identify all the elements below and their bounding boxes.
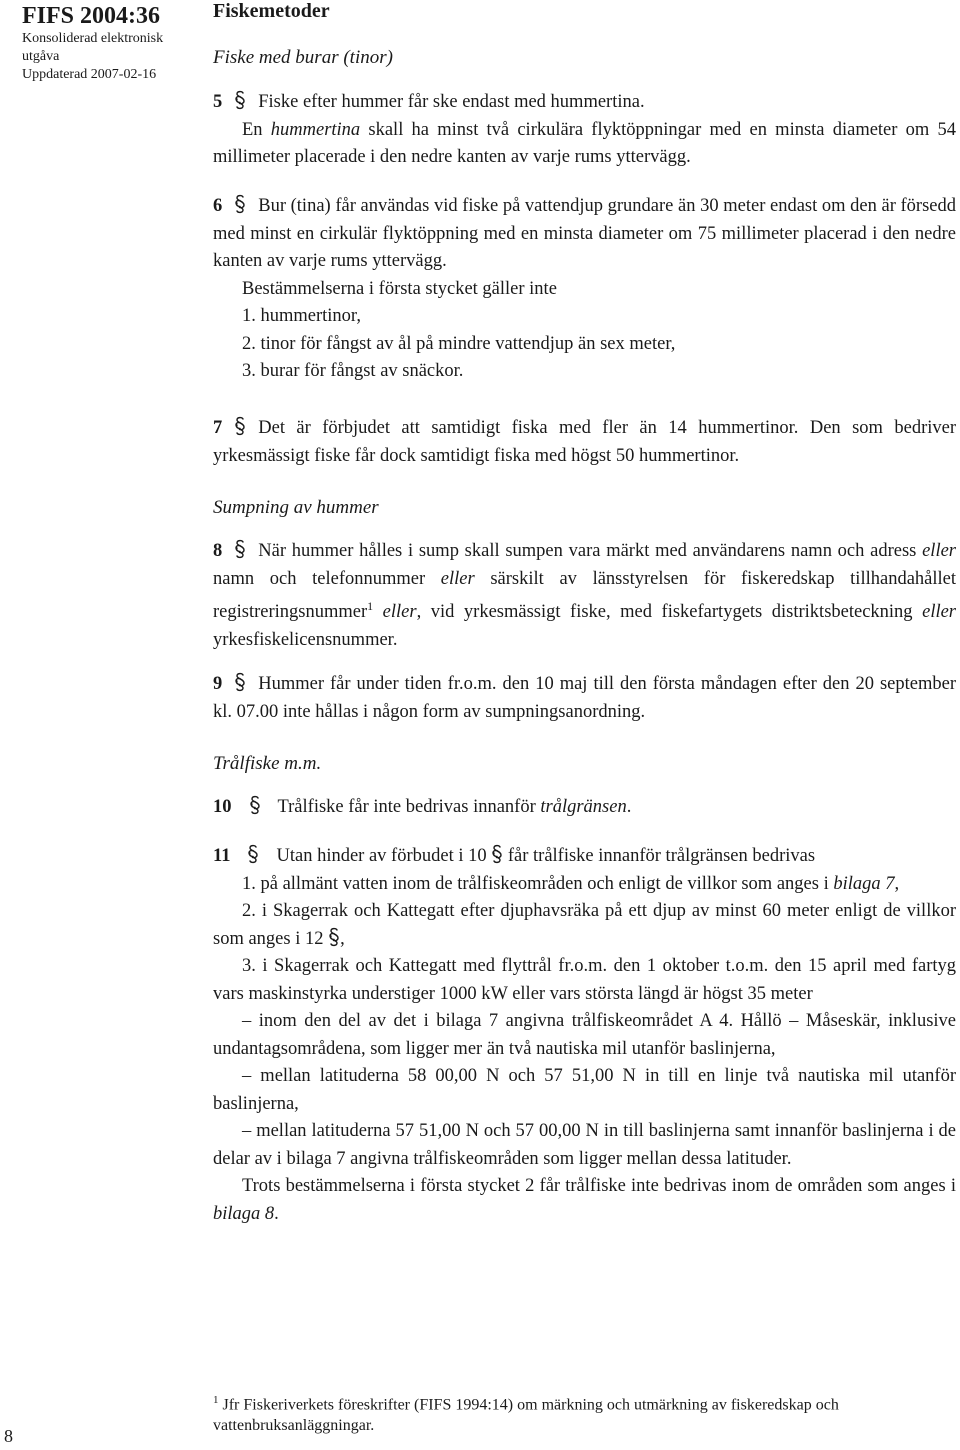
list-item: 1. hummertinor,	[242, 306, 361, 326]
section-sign-icon	[491, 844, 503, 864]
subheading-tralfiske: Trålfiske m.m.	[213, 753, 322, 774]
section-sign-icon	[234, 672, 246, 692]
edition-line: Konsoliderad elektronisk	[22, 31, 164, 46]
paragraph-text: får trålfiske innanför trålgränsen bedrivas	[503, 846, 816, 866]
paragraph-number: 7	[213, 418, 223, 438]
closing-text	[213, 1173, 956, 1228]
annex-reference: bilaga 8	[213, 1203, 275, 1224]
emphasis-term: eller	[922, 541, 956, 561]
section-sign-icon	[234, 90, 246, 110]
emphasis-term: eller	[922, 602, 957, 623]
paragraph-text: namn och telefonnummer	[213, 568, 441, 589]
emphasis-term: eller	[440, 568, 475, 589]
paragraph-text: ,	[894, 873, 900, 894]
subheading-burar: Fiske med burar (tinor)	[213, 47, 393, 68]
paragraph-text: , vid yrkesmässigt fiske, med fiskefartygets distriktsbeteckning	[416, 602, 923, 623]
list-item: 2. tinor för fångst av ål på mindre vattendjup än sex meter,	[242, 333, 676, 354]
subheading-sumpning: Sumpning av hummer	[213, 497, 379, 518]
document-sidebar	[22, 2, 202, 84]
section-sign-icon	[234, 416, 246, 436]
paragraph-number: 6	[213, 196, 223, 216]
annex-reference: bilaga 7	[833, 873, 895, 894]
paragraph-10	[213, 794, 956, 822]
list-item: 3. i Skagerrak och Kattegatt med flyttrål fr.o.m. den 1 oktober t.o.m. den 15 april med fartyg vars maskinstyrka understiger 1000 kW eller vars största längd är högst 35 meter	[213, 956, 956, 1004]
section-sign-icon	[234, 539, 246, 559]
paragraph-9	[213, 671, 956, 726]
section-sign-icon	[247, 844, 259, 864]
paragraph-5	[213, 89, 956, 172]
list-item: 3. burar för fångst av snäckor.	[242, 361, 464, 381]
dash-item: – inom den del av det i bilaga 7 angivna trålfiskeområdet A 4. Hållö – Måseskär, inklusive undantagsområdena, som ligger mer än två nautiska mil utanför baslinjerna,	[213, 1011, 956, 1059]
paragraph-text: särskilt av länsstyrelsen för fiskeredskap tillhandahållet registreringsnummer	[213, 568, 956, 623]
section-sign-icon	[234, 194, 246, 214]
footnote-reference[interactable]: 1	[367, 599, 374, 613]
paragraph-text: Utan hinder av förbudet i 10	[276, 846, 492, 866]
dash-item: – mellan latituderna 57 51,00 N och 57 00,00 N in till baslinjerna samt innanför baslinjerna i de delar av i bilaga 7 angivna trålfiskeområden som ligger mellan dessa latituder.	[213, 1121, 956, 1169]
paragraph-text: Fiske efter hummer får ske endast med hummertina.	[258, 92, 645, 112]
emphasis-term: hummertina	[270, 119, 361, 140]
paragraph-number: 8	[213, 541, 223, 561]
paragraph-text: yrkesfiskelicensnummer.	[213, 629, 398, 650]
paragraph-6	[213, 193, 956, 386]
paragraph-text: När hummer hålles i sump skall sumpen vara märkt med användarens namn och adress	[258, 541, 923, 561]
paragraph-text: En	[242, 119, 271, 140]
section-sign-icon	[249, 795, 261, 815]
chapter-title: Fiskemetoder	[213, 0, 330, 22]
paragraph-text: 1. på allmänt vatten inom de trålfiskeområden och enligt de villkor som anges i	[242, 873, 834, 894]
paragraph-text: skall ha minst två cirkulära flyktöppningar med en minsta diameter om 54 millimeter placerade i den nedre kanten av varje rums yttervägg.	[213, 119, 956, 167]
paragraph-number: 5	[213, 92, 223, 112]
updated-date: Uppdaterad 2007-02-16	[22, 67, 157, 82]
list-item	[213, 871, 956, 899]
list-item	[213, 898, 956, 953]
paragraph-text: ,	[340, 928, 345, 949]
page-number: 8	[4, 1426, 13, 1446]
paragraph-11	[213, 843, 956, 1228]
emphasis-term: trålgränsen	[540, 797, 627, 817]
edition-line-2: utgåva	[22, 49, 60, 64]
paragraph-number: 11	[213, 846, 231, 866]
paragraph-number: 10	[213, 797, 232, 817]
dash-item: – mellan latituderna 58 00,00 N och 57 51,00 N in till en linje två nautiska mil utanför baslinjerna,	[213, 1066, 956, 1114]
paragraph-text: .	[626, 797, 632, 817]
paragraph-text: Hummer får under tiden fr.o.m. den 10 maj till den första måndagen efter den 20 september kl. 07.00 inte hållas i någon form av sumpningsanordning.	[213, 674, 956, 722]
section-sign-icon	[328, 927, 340, 947]
paragraph-text: 2. i Skagerrak och Kattegatt efter djuphavsräka på ett djup av minst 60 meter enligt de villkor som anges i 12	[213, 901, 956, 949]
paragraph-8	[213, 538, 956, 654]
paragraph-text: Det är förbjudet att samtidigt fiska med fler än 14 hummertinor. Den som bedriver yrkesmässigt fiske får dock samtidigt fiska med högst 50 hummertinor.	[213, 418, 956, 466]
emphasis-term: eller	[382, 602, 417, 623]
paragraph-text: .	[274, 1203, 279, 1224]
paragraph-7	[213, 415, 956, 470]
footnote	[213, 1390, 913, 1436]
paragraph-text: Trots bestämmelserna i första stycket 2 får trålfiske inte bedrivas inom de områden som anges i	[242, 1176, 956, 1196]
exceptions-intro: Bestämmelserna i första stycket gäller inte	[242, 278, 557, 299]
footnote-text: Jfr Fiskeriverkets föreskrifter (FIFS 1994:14) om märkning och utmärkning av fiskeredskap och vattenbruksanläggningar.	[213, 1396, 839, 1435]
paragraph-text: Bur (tina) får användas vid fiske på vattendjup grundare än 30 meter endast om den är försedd med minst en cirkulär flyktöppning med en minsta diameter om 75 millimeter placerad i den nedre kanten av varje rums yttervägg.	[213, 196, 956, 271]
document-id: FIFS 2004:36	[22, 3, 160, 29]
paragraph-text: Trålfiske får inte bedrivas innanför	[277, 797, 541, 817]
footnote-mark: 1	[213, 1394, 219, 1406]
paragraph-number: 9	[213, 674, 223, 694]
